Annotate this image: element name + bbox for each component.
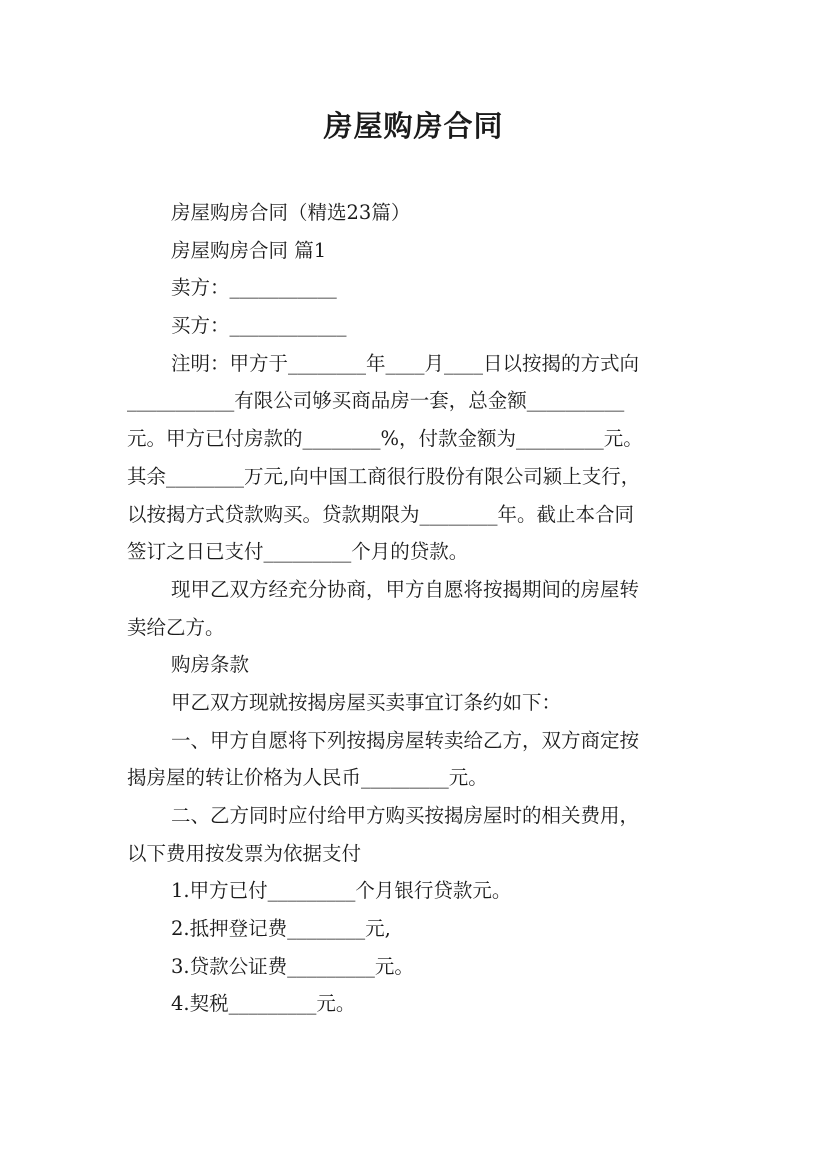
paragraph-line: 元。甲方已付房款的________%，付款金额为_________元。 (127, 427, 643, 451)
document-title: 房屋购房合同 (323, 109, 504, 143)
clause-line: 二、乙方同时应付给甲方购买按揭房屋时的相关费用， (171, 804, 640, 827)
paragraph-line: 甲乙双方现就按揭房屋买卖事宜订条约如下： (171, 690, 562, 714)
buyer-line: 买方：____________ (171, 314, 347, 338)
fee-item: 4.契税_________元。 (171, 992, 356, 1016)
paragraph-line: 以按揭方式贷款购买。贷款期限为________年。截止本合同 (127, 502, 635, 526)
paragraph-line: 现甲乙双方经充分协商，甲方自愿将按揭期间的房屋转 (171, 577, 640, 601)
seller-line: 卖方：___________ (171, 276, 337, 300)
clause-line: 揭房屋的转让价格为人民币_________元。 (127, 766, 488, 790)
section-heading: 房屋购房合同 篇1 (171, 238, 327, 262)
paragraph-line: 卖给乙方。 (127, 615, 225, 639)
paragraph-line: ___________有限公司够买商品房一套，总金额__________ (127, 389, 625, 413)
section-heading: 购房条款 (171, 653, 250, 677)
clause-line: 以下费用按发票为依据支付 (127, 841, 362, 865)
paragraph-line: 注明：甲方于________年____月____日以按揭的方式向 (171, 351, 640, 375)
clause-line: 一、甲方自愿将下列按揭房屋转卖给乙方，双方商定按 (171, 728, 640, 752)
subtitle-line: 房屋购房合同（精选23篇） (171, 201, 411, 224)
document-body (127, 194, 717, 1023)
fee-item: 3.贷款公证费_________元。 (171, 954, 414, 978)
paragraph-line: 其余________万元,向中国工商很行股份有限公司颍上支行， (127, 464, 641, 488)
fee-item: 1.甲方已付_________个月银行贷款元。 (171, 879, 512, 903)
fee-item: 2.抵押登记费________元, (171, 917, 391, 941)
paragraph-line: 签订之日已支付_________个月的贷款。 (127, 540, 469, 564)
